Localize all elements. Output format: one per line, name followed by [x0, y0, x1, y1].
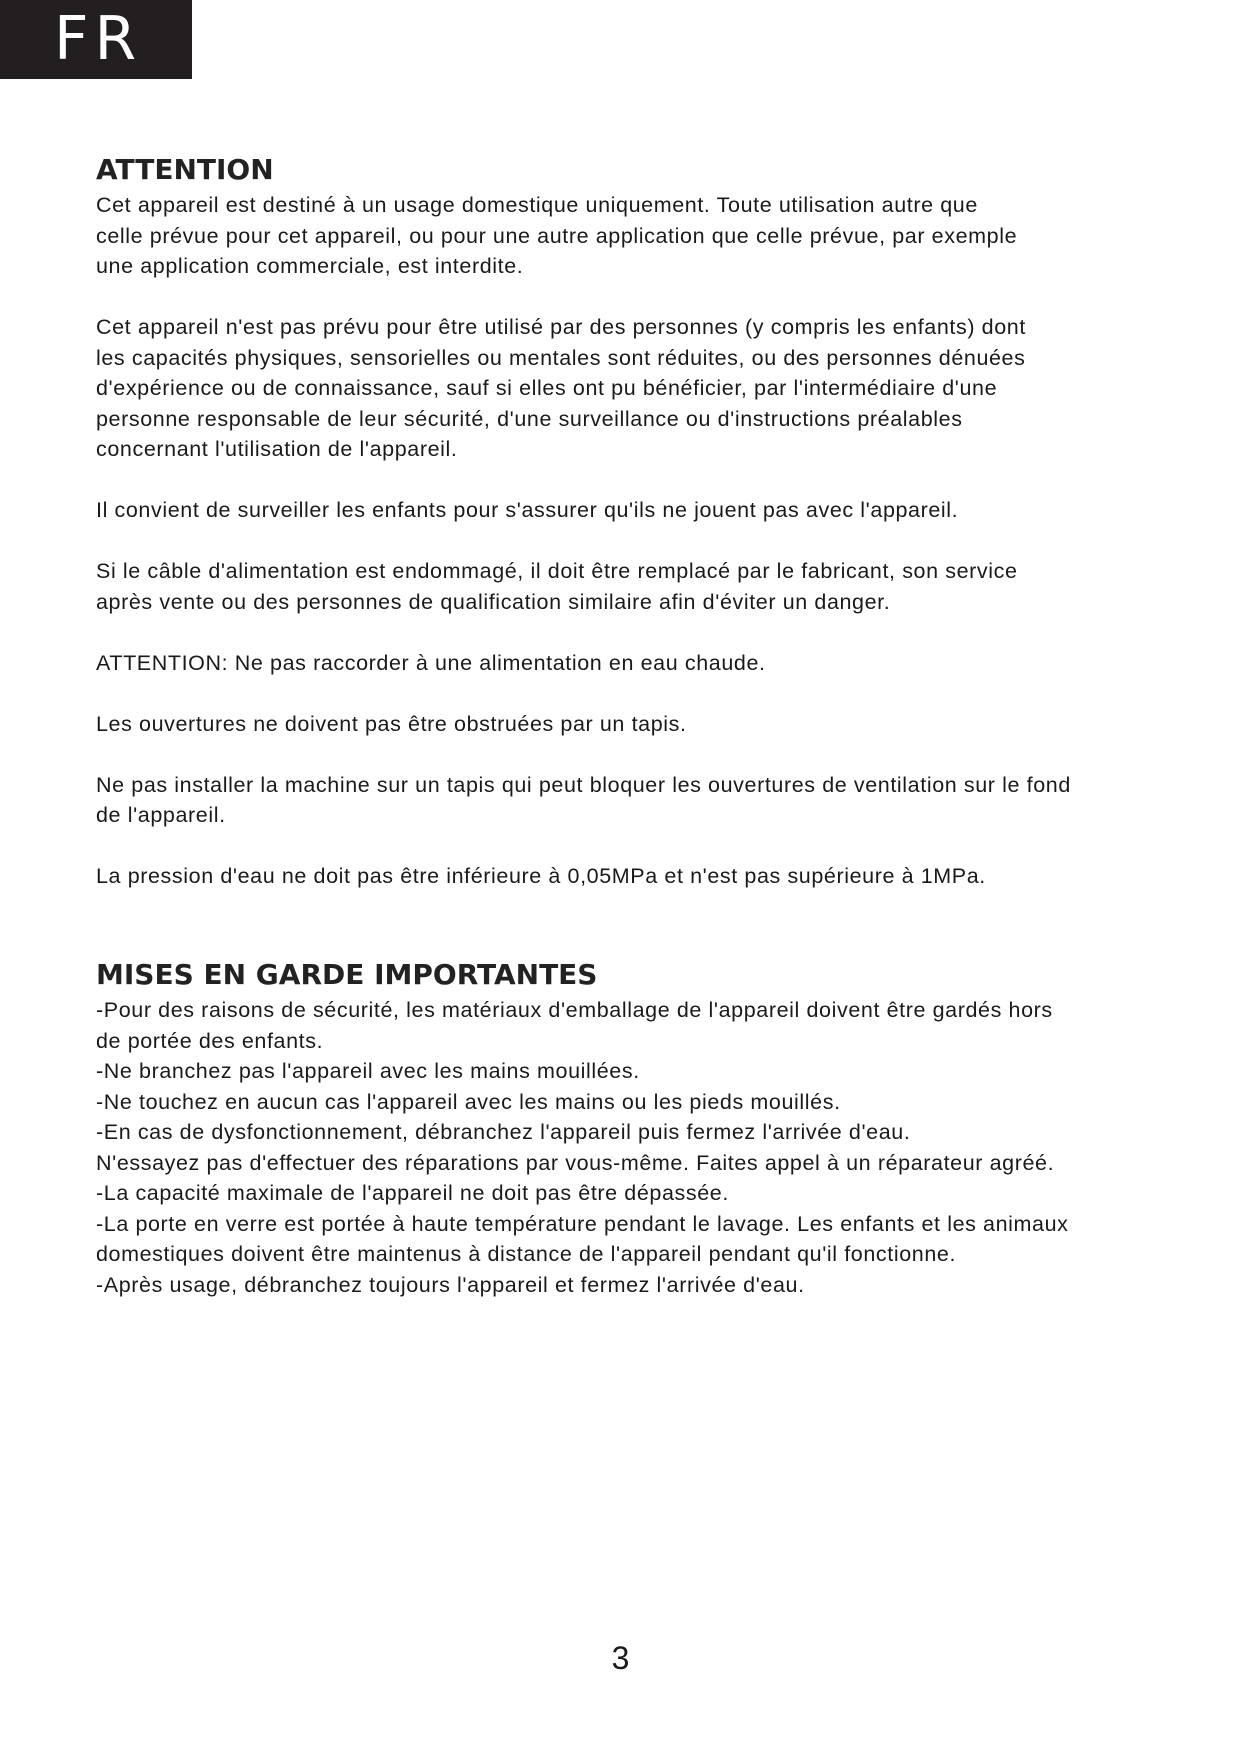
warnings-section [96, 955, 1156, 1300]
attention-section [96, 150, 1156, 922]
warning-item: -La capacité maximale de l'appareil ne doit pas être dépassée. [96, 1181, 729, 1205]
attention-paragraph: La pression d'eau ne doit pas être inférieure à 0,05MPa et n'est pas supérieure à 1MPa. [96, 864, 986, 888]
warning-item: -Ne touchez en aucun cas l'appareil avec les mains ou les pieds mouillés. [96, 1089, 841, 1114]
page-number: 3 [611, 1640, 630, 1676]
language-tab: FR [0, 0, 192, 79]
warning-item: -Après usage, débranchez toujours l'appareil et fermez l'arrivée d'eau. [96, 1272, 805, 1297]
warning-item: -La porte en verre est portée à haute température pendant le lavage. Les enfants et les animaux domestiques doivent être maintenus à distance de l'appareil pendant qu'il fonctionne. [96, 1211, 1069, 1266]
warning-item: -Pour des raisons de sécurité, les matériaux d'emballage de l'appareil doivent être gardés hors de portée des enfants. [96, 998, 1053, 1053]
attention-paragraph: Les ouvertures ne doivent pas être obstruées par un tapis. [96, 711, 687, 736]
attention-paragraph: Il convient de surveiller les enfants pour s'assurer qu'ils ne jouent pas avec l'appareil. [96, 498, 959, 522]
attention-title: ATTENTION [96, 153, 274, 186]
warning-item: -Ne branchez pas l'appareil avec les mains mouillées. [96, 1059, 640, 1083]
attention-paragraph: Cet appareil est destiné à un usage domestique uniquement. Toute utilisation autre que celle prévue pour cet appareil, ou pour une autre application que celle prévue, par exemple une application commerciale, est interdite. [96, 193, 1018, 278]
warning-item: -En cas de dysfonctionnement, débranchez l'appareil puis fermez l'arrivée d'eau. N'essayez pas d'effectuer des réparations par vous-même. Faites appel à un réparateur agréé. [96, 1120, 1055, 1175]
attention-paragraph: Cet appareil n'est pas prévu pour être utilisé par des personnes (y compris les enfants) dont les capacités physiques, sensorielles ou mentales sont réduites, ou des personnes dénuées d'expérience ou de connaissance, sauf si elles ont pu bénéficier, par l'intermédiaire d'une personne responsable de leur sécurité, d'une surveillance ou d'instructions préalables concernant l'utilisation de l'appareil. [96, 315, 1026, 461]
attention-paragraph: Ne pas installer la machine sur un tapis qui peut bloquer les ouvertures de ventilation sur le fond de l'appareil. [96, 772, 1071, 827]
attention-paragraph: Si le câble d'alimentation est endommagé, il doit être remplacé par le fabricant, son service après vente ou des personnes de qualification similaire afin d'éviter un danger. [96, 559, 1018, 614]
attention-paragraph: ATTENTION: Ne pas raccorder à une alimentation en eau chaude. [96, 650, 766, 675]
warnings-title: MISES EN GARDE IMPORTANTES [96, 958, 598, 991]
